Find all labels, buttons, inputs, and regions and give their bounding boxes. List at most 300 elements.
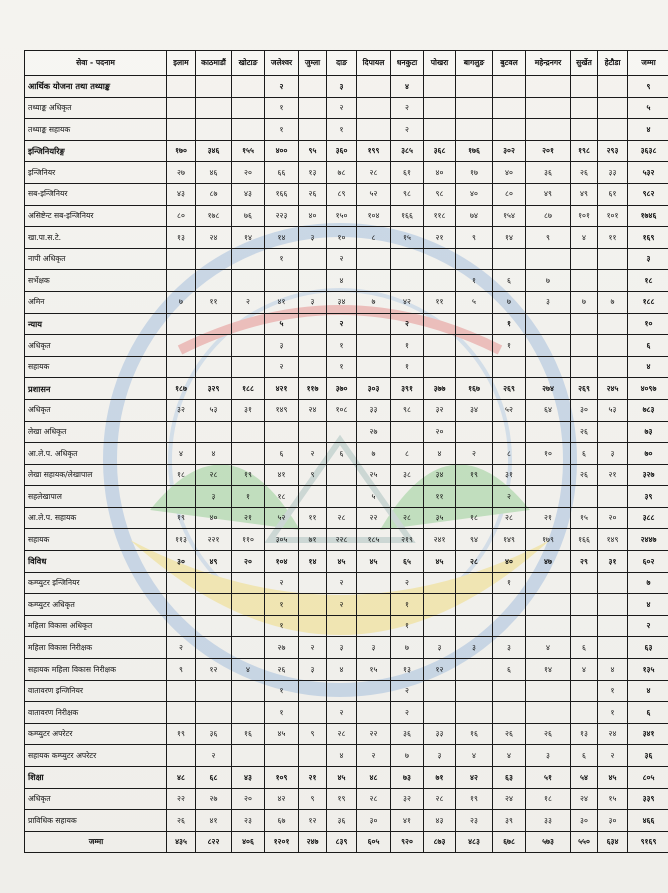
post-name-cell: विविध xyxy=(25,551,167,573)
table-cell: ६७ xyxy=(265,810,299,832)
table-cell: ३०३ xyxy=(357,378,391,400)
row-total-cell: ९ xyxy=(628,76,668,98)
table-cell: ७ xyxy=(391,637,424,659)
table-cell xyxy=(526,313,571,335)
table-cell: १ xyxy=(493,335,526,357)
table-cell: ३ xyxy=(424,745,456,767)
table-cell: ६ xyxy=(571,443,598,465)
post-name-cell: नापी अधिकृत xyxy=(25,248,167,270)
table-cell: ९ xyxy=(526,227,571,249)
table-cell: २६ xyxy=(571,162,598,184)
table-cell xyxy=(456,659,493,681)
table-cell: ४१ xyxy=(391,810,424,832)
post-name-cell: तथ्याङ्क अधिकृत xyxy=(25,97,167,119)
table-cell: ४५ xyxy=(424,551,456,573)
row-total-cell: १८८ xyxy=(628,291,668,313)
table-cell: ७ xyxy=(493,291,526,313)
table-cell: ३६० xyxy=(327,140,357,162)
table-cell xyxy=(299,313,327,335)
row-total-cell: ३ xyxy=(628,248,668,270)
row-total-cell: ४६६ xyxy=(628,810,668,832)
table-cell: ३३ xyxy=(424,723,456,745)
table-cell: १ xyxy=(493,313,526,335)
post-name-cell: सहायक xyxy=(25,529,167,551)
table-cell: १७९ xyxy=(526,529,571,551)
table-cell xyxy=(299,745,327,767)
table-cell: ७ xyxy=(598,291,628,313)
row-total-cell: ३२७ xyxy=(628,464,668,486)
table-cell: ४१ xyxy=(265,291,299,313)
table-row xyxy=(25,464,668,486)
table-cell xyxy=(167,486,196,508)
table-cell: २१९ xyxy=(391,529,424,551)
table-cell xyxy=(232,97,265,119)
table-cell xyxy=(456,615,493,637)
table-cell: २८ xyxy=(327,723,357,745)
table-cell: ४८ xyxy=(167,767,196,789)
table-cell xyxy=(232,356,265,378)
table-cell: ४३ xyxy=(167,183,196,205)
table-cell: ४२ xyxy=(456,767,493,789)
post-name-cell: अधिकृत xyxy=(25,399,167,421)
row-total-cell: ७० xyxy=(628,443,668,465)
table-cell: १७८ xyxy=(196,205,232,227)
table-cell: १०४ xyxy=(265,551,299,573)
row-total-cell: ६ xyxy=(628,702,668,724)
row-total-cell: ९१६९ xyxy=(628,831,668,853)
table-cell xyxy=(232,637,265,659)
table-cell: २ xyxy=(299,637,327,659)
table-cell xyxy=(196,572,232,594)
table-cell xyxy=(299,486,327,508)
table-cell: १९९ xyxy=(357,140,391,162)
table-cell xyxy=(391,486,424,508)
table-cell xyxy=(424,270,456,292)
table-cell xyxy=(265,745,299,767)
table-cell: १६६ xyxy=(571,529,598,551)
table-cell: ६३ xyxy=(493,767,526,789)
table-cell xyxy=(357,335,391,357)
table-cell xyxy=(357,356,391,378)
table-cell xyxy=(196,615,232,637)
table-cell: २८ xyxy=(327,507,357,529)
table-cell: ६१ xyxy=(391,162,424,184)
table-cell: १५ xyxy=(357,659,391,681)
table-cell: २ xyxy=(265,356,299,378)
table-cell xyxy=(232,594,265,616)
table-row xyxy=(25,97,668,119)
table-cell: २ xyxy=(391,313,424,335)
table-cell xyxy=(598,335,628,357)
row-total-cell: ७३ xyxy=(628,421,668,443)
table-cell: ३० xyxy=(357,810,391,832)
table-cell: १ xyxy=(327,119,357,141)
table-cell: ८ xyxy=(357,227,391,249)
table-cell: ७८ xyxy=(327,162,357,184)
table-cell xyxy=(196,637,232,659)
row-total-cell: १७४६ xyxy=(628,205,668,227)
table-cell: १ xyxy=(598,680,628,702)
table-cell: २ xyxy=(327,594,357,616)
post-name-cell: आ.ले.प. अधिकृत xyxy=(25,443,167,465)
table-cell: १ xyxy=(391,615,424,637)
table-cell: २६ xyxy=(493,723,526,745)
table-cell xyxy=(357,615,391,637)
table-cell xyxy=(327,680,357,702)
table-cell: १ xyxy=(265,119,299,141)
table-cell: ४० xyxy=(493,162,526,184)
table-cell xyxy=(493,119,526,141)
table-cell xyxy=(526,119,571,141)
table-cell: ७ xyxy=(357,291,391,313)
table-cell xyxy=(571,270,598,292)
section-row xyxy=(25,76,668,98)
table-cell: २३ xyxy=(232,810,265,832)
table-cell xyxy=(598,486,628,508)
table-row xyxy=(25,270,668,292)
table-cell: १ xyxy=(493,572,526,594)
table-cell xyxy=(598,356,628,378)
post-name-cell: लेखा सहायक/लेखापाल xyxy=(25,464,167,486)
table-cell: १ xyxy=(265,615,299,637)
table-cell xyxy=(299,615,327,637)
table-cell: ४३ xyxy=(232,767,265,789)
table-cell: ५४ xyxy=(571,767,598,789)
table-cell xyxy=(526,594,571,616)
table-cell: १० xyxy=(526,443,571,465)
table-cell xyxy=(167,119,196,141)
table-cell: १७० xyxy=(167,140,196,162)
table-cell: ४ xyxy=(571,659,598,681)
table-cell: २७ xyxy=(265,637,299,659)
table-cell: ५३ xyxy=(196,399,232,421)
table-cell xyxy=(196,313,232,335)
table-cell xyxy=(493,76,526,98)
table-cell: ९८ xyxy=(391,183,424,205)
table-cell: ८ xyxy=(391,443,424,465)
table-cell: २ xyxy=(391,702,424,724)
table-cell: २ xyxy=(327,97,357,119)
table-row xyxy=(25,356,668,378)
table-cell xyxy=(424,248,456,270)
table-cell: १३ xyxy=(571,723,598,745)
table-cell xyxy=(526,615,571,637)
table-cell: ६५ xyxy=(391,551,424,573)
table-cell: २४ xyxy=(299,399,327,421)
table-cell: १०८ xyxy=(327,399,357,421)
table-cell xyxy=(299,335,327,357)
table-row xyxy=(25,486,668,508)
table-cell: ४५ xyxy=(327,551,357,573)
table-cell: २० xyxy=(232,551,265,573)
table-row xyxy=(25,248,668,270)
table-cell: ४० xyxy=(493,551,526,573)
table-cell xyxy=(456,119,493,141)
table-cell: १५ xyxy=(391,227,424,249)
table-cell: ४ xyxy=(167,443,196,465)
table-cell: ३ xyxy=(598,443,628,465)
table-cell: ३६ xyxy=(526,162,571,184)
table-cell xyxy=(598,97,628,119)
table-cell: २७ xyxy=(196,788,232,810)
table-cell: २ xyxy=(327,313,357,335)
table-cell: ४९ xyxy=(571,183,598,205)
table-cell: ७ xyxy=(357,443,391,465)
table-cell: ४ xyxy=(232,659,265,681)
table-row xyxy=(25,723,668,745)
table-cell: २ xyxy=(493,486,526,508)
table-cell: ७१ xyxy=(424,767,456,789)
table-cell xyxy=(232,615,265,637)
table-cell: ६०५ xyxy=(357,831,391,853)
post-name-cell: सहायक कम्प्युटर अपरेटर xyxy=(25,745,167,767)
table-cell: ३ xyxy=(299,659,327,681)
row-total-cell: ७८३ xyxy=(628,399,668,421)
table-cell: ४७ xyxy=(526,551,571,573)
header-row xyxy=(25,51,668,76)
table-cell: ३४ xyxy=(456,399,493,421)
table-row xyxy=(25,205,668,227)
table-cell: २२ xyxy=(167,788,196,810)
table-cell: १९ xyxy=(327,788,357,810)
table-cell: २४१ xyxy=(424,529,456,551)
column-header: काठमाडौं xyxy=(196,51,232,76)
column-header: महेन्द्रनगर xyxy=(526,51,571,76)
table-cell: २६ xyxy=(299,183,327,205)
table-cell: २४५ xyxy=(598,378,628,400)
table-cell xyxy=(196,335,232,357)
post-name-cell: सहायक xyxy=(25,356,167,378)
table-cell: ४० xyxy=(196,507,232,529)
row-total-cell: १३५ xyxy=(628,659,668,681)
table-cell xyxy=(571,76,598,98)
table-row xyxy=(25,810,668,832)
table-cell xyxy=(493,615,526,637)
table-cell: ४६ xyxy=(196,162,232,184)
table-cell xyxy=(232,335,265,357)
table-cell: ३० xyxy=(571,810,598,832)
table-cell: ६७८ xyxy=(493,831,526,853)
table-cell: ८७ xyxy=(196,183,232,205)
column-header: हेटौडा xyxy=(598,51,628,76)
table-cell: ९४ xyxy=(456,529,493,551)
table-cell xyxy=(167,270,196,292)
table-cell xyxy=(571,486,598,508)
table-cell: ४८ xyxy=(357,767,391,789)
table-cell xyxy=(196,248,232,270)
table-cell xyxy=(391,270,424,292)
table-cell: २८ xyxy=(357,162,391,184)
row-total-cell: ६ xyxy=(628,335,668,357)
table-cell: ५ xyxy=(357,486,391,508)
table-cell: २ xyxy=(299,443,327,465)
table-cell xyxy=(167,313,196,335)
table-cell: २ xyxy=(456,443,493,465)
table-row xyxy=(25,529,668,551)
table-cell: १३ xyxy=(299,162,327,184)
table-cell: ४२१ xyxy=(265,378,299,400)
table-cell: ८३९ xyxy=(327,831,357,853)
table-cell xyxy=(299,270,327,292)
table-cell xyxy=(456,76,493,98)
table-cell: १६६ xyxy=(265,183,299,205)
table-cell: १ xyxy=(391,335,424,357)
table-cell xyxy=(327,486,357,508)
table-cell: २४७ xyxy=(299,831,327,853)
post-name-cell: आर्थिक योजना तथा तथ्याङ्क xyxy=(25,76,167,98)
table-cell: ११ xyxy=(424,291,456,313)
table-cell: १६ xyxy=(232,723,265,745)
table-cell: १२ xyxy=(196,659,232,681)
table-cell: २ xyxy=(391,97,424,119)
post-name-cell: कम्प्युटर अपरेटर xyxy=(25,723,167,745)
table-cell xyxy=(456,248,493,270)
table-cell: १ xyxy=(598,702,628,724)
table-cell xyxy=(299,356,327,378)
row-total-cell: १८ xyxy=(628,270,668,292)
column-header: बागलुङ xyxy=(456,51,493,76)
table-cell xyxy=(598,248,628,270)
table-cell: १ xyxy=(265,248,299,270)
post-name-cell: खा.पा.स.टे. xyxy=(25,227,167,249)
table-cell: १५४ xyxy=(493,205,526,227)
table-cell: १४ xyxy=(299,551,327,573)
table-cell: ८७ xyxy=(526,205,571,227)
table-cell: २२८ xyxy=(327,529,357,551)
table-row xyxy=(25,745,668,767)
table-cell: ४५ xyxy=(265,723,299,745)
column-header: इलाम xyxy=(167,51,196,76)
post-name-cell: सहायक महिला विकास निरीक्षक xyxy=(25,659,167,681)
table-cell xyxy=(232,421,265,443)
table-cell xyxy=(424,119,456,141)
table-row xyxy=(25,162,668,184)
table-cell: २ xyxy=(357,745,391,767)
table-cell: ६३४ xyxy=(598,831,628,853)
table-cell: २४ xyxy=(598,723,628,745)
table-cell: ८० xyxy=(167,205,196,227)
column-header: दिपायल xyxy=(357,51,391,76)
table-cell: २० xyxy=(232,162,265,184)
table-cell: २० xyxy=(424,421,456,443)
table-cell: ८२२ xyxy=(196,831,232,853)
table-cell: ५२ xyxy=(357,183,391,205)
table-cell: २ xyxy=(196,745,232,767)
table-cell: ७ xyxy=(571,291,598,313)
table-cell xyxy=(526,702,571,724)
table-cell xyxy=(196,421,232,443)
table-cell: २ xyxy=(167,637,196,659)
table-cell: १४९ xyxy=(598,529,628,551)
table-cell: २६९ xyxy=(571,378,598,400)
table-cell: १०९ xyxy=(265,767,299,789)
table-cell: ३४६ xyxy=(196,140,232,162)
table-cell xyxy=(456,680,493,702)
table-cell: १४ xyxy=(232,227,265,249)
row-total-cell: ४ xyxy=(628,356,668,378)
table-cell: ३० xyxy=(571,399,598,421)
table-cell xyxy=(493,702,526,724)
table-cell: ४ xyxy=(598,659,628,681)
table-cell: २४ xyxy=(571,788,598,810)
table-cell xyxy=(424,313,456,335)
post-name-cell: सहलेखापाल xyxy=(25,486,167,508)
table-cell xyxy=(493,356,526,378)
table-cell: २ xyxy=(265,76,299,98)
post-name-cell: कम्प्युटर इन्जिनियर xyxy=(25,572,167,594)
table-cell: ४८३ xyxy=(456,831,493,853)
row-total-cell: ३८८ xyxy=(628,507,668,529)
table-body xyxy=(25,76,668,853)
table-cell: ३२ xyxy=(424,399,456,421)
table-cell: १ xyxy=(327,335,357,357)
column-header: पोखरा xyxy=(424,51,456,76)
row-total-cell: ३६३८ xyxy=(628,140,668,162)
post-name-cell: जम्मा xyxy=(25,831,167,853)
table-cell: १ xyxy=(232,486,265,508)
table-cell: ६ xyxy=(493,270,526,292)
table-row xyxy=(25,183,668,205)
table-cell xyxy=(571,594,598,616)
table-cell xyxy=(493,680,526,702)
column-header: जुम्ला xyxy=(299,51,327,76)
table-cell xyxy=(357,119,391,141)
column-header-post: सेवा - पदनाम xyxy=(25,51,167,76)
table-cell xyxy=(232,745,265,767)
table-cell: १८८ xyxy=(232,378,265,400)
table-cell: १९ xyxy=(167,507,196,529)
table-cell: ६८ xyxy=(196,767,232,789)
table-cell: २७ xyxy=(357,421,391,443)
table-cell xyxy=(232,680,265,702)
table-cell xyxy=(391,248,424,270)
post-name-cell: आ.ले.प. सहायक xyxy=(25,507,167,529)
table-cell: ३६ xyxy=(196,723,232,745)
table-cell: १२ xyxy=(299,810,327,832)
row-total-cell: ३४१ xyxy=(628,723,668,745)
table-cell: २८ xyxy=(456,551,493,573)
table-cell: ३३ xyxy=(598,162,628,184)
table-row xyxy=(25,291,668,313)
table-cell: २८ xyxy=(391,507,424,529)
post-name-cell: शिक्षा xyxy=(25,767,167,789)
table-cell: ३ xyxy=(493,637,526,659)
table-cell xyxy=(232,119,265,141)
table-cell xyxy=(196,119,232,141)
table-cell: ११८ xyxy=(424,205,456,227)
table-cell: २४ xyxy=(493,788,526,810)
section-row xyxy=(25,140,668,162)
column-header: खोटाङ xyxy=(232,51,265,76)
table-cell: १९ xyxy=(456,464,493,486)
table-cell xyxy=(232,76,265,98)
row-total-cell: ९८२ xyxy=(628,183,668,205)
table-cell: ३०२ xyxy=(493,140,526,162)
table-cell: ९ xyxy=(299,723,327,745)
table-cell: १८ xyxy=(167,464,196,486)
table-cell: ११ xyxy=(424,486,456,508)
table-cell xyxy=(357,270,391,292)
table-cell: ८० xyxy=(493,183,526,205)
table-cell xyxy=(456,702,493,724)
table-cell xyxy=(196,76,232,98)
table-cell: १५० xyxy=(327,205,357,227)
table-row xyxy=(25,702,668,724)
section-row xyxy=(25,313,668,335)
section-row xyxy=(25,767,668,789)
table-cell: ४३ xyxy=(424,810,456,832)
table-cell xyxy=(424,97,456,119)
